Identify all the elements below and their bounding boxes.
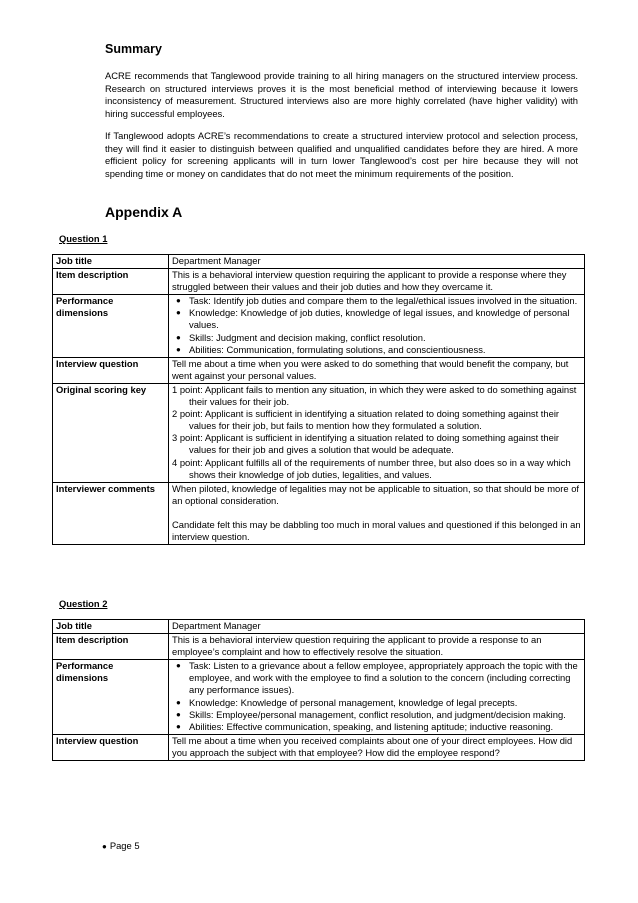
table-row <box>53 482 585 544</box>
bullet-icon: ● <box>176 661 181 671</box>
bullet-icon: ● <box>176 709 181 719</box>
row-key: Item description <box>53 634 169 660</box>
question-1-label: Question 1 <box>59 233 108 244</box>
comment-2: Candidate felt this may be dabbling too much in moral values and questioned if this belonged in an interview question. <box>172 518 581 542</box>
table-row <box>53 734 585 760</box>
list-item: ● Task: Listen to a grievance about a fellow employee, appropriately approach the topic with the employee, and work with the employee to find a solution to the concern (including correcting any performance issues). <box>176 660 578 696</box>
row-key: Interview question <box>53 357 169 383</box>
summary-paragraph-1: ACRE recommends that Tanglewood provide training to all hiring managers on the structured interview process. Research on structured interviews proves it is the most beneficial method of interviewing because it lowers inconsistency of measurement. Structured interviews also are more highly correlated (have higher validity) with hiring successful employees. <box>105 70 578 119</box>
row-key: Performance dimensions <box>53 295 169 357</box>
row-key: Item description <box>53 269 169 295</box>
performance-dimensions-value <box>169 660 585 735</box>
table-row <box>53 269 585 295</box>
row-key: Original scoring key <box>53 383 169 482</box>
scoring-key-value <box>169 383 585 482</box>
table-row <box>53 660 585 735</box>
bullet-icon: ● <box>102 842 107 851</box>
interview-question-value: Tell me about a time when you were asked to do something that would benefit the company, but went against your personal values. <box>169 357 585 383</box>
row-key: Job title <box>53 620 169 634</box>
appendix-heading: Appendix A <box>105 204 183 220</box>
page-footer <box>102 840 140 851</box>
list-item: ● Knowledge: Knowledge of personal management, knowledge of legal precepts. <box>176 696 518 708</box>
score-line: 3 point: Applicant is sufficient in identifying a situation related to doing something against their values for their job and gives a solution that would be adequate. <box>172 432 560 456</box>
table-row <box>53 620 585 634</box>
summary-paragraph-2: If Tanglewood adopts ACRE’s recommendations to create a structured interview protocol and selection process, they will find it easier to distinguish between qualified and unqualified candidates before they are hired. A more efficient policy for screening applicants will in turn lower Tanglewood’s cost per hire because they will not spending time or money on candidates that do not meet the minimum requirements of the position. <box>105 130 578 179</box>
list-item: ● Knowledge: Knowledge of job duties, knowledge of legal issues, and knowledge of personal values. <box>176 307 570 331</box>
list-item: ● Abilities: Effective communication, speaking, and listening aptitude; inductive reasoning. <box>176 720 554 732</box>
bullet-icon: ● <box>176 308 181 318</box>
row-key: Interviewer comments <box>53 482 169 544</box>
score-line: 2 point: Applicant is sufficient in identifying a situation related to doing something against their values for their job, but fails to mention how they formulated a solution. <box>172 408 560 432</box>
comment-1: When piloted, knowledge of legalities may not be applicable to situation, so that should be more of an optional consideration. <box>172 482 580 506</box>
table-row <box>53 255 585 269</box>
list-item: ● Skills: Judgment and decision making, conflict resolution. <box>176 331 426 343</box>
list-item: ● Abilities: Communication, formulating solutions, and conscientiousness. <box>176 343 486 355</box>
table-row <box>53 295 585 357</box>
job-title-value: Department Manager <box>169 255 585 269</box>
score-line: 4 point: Applicant fulfills all of the requirements of number three, but also does so in a way which shows their knowledge of job duties, legalities, and values. <box>172 456 571 480</box>
question-1-table <box>52 254 585 545</box>
row-key: Job title <box>53 255 169 269</box>
list-item: ● Skills: Employee/personal management, conflict resolution, and judgment/decision making. <box>176 708 566 720</box>
item-description-value: This is a behavioral interview question requiring the applicant to provide a response where they struggled between their values and their job duties and how they overcame it. <box>169 269 585 295</box>
row-key: Interview question <box>53 734 169 760</box>
interview-question-value: Tell me about a time when you received complaints about one of your direct employees. How did you approach the subject with that employee? How did the employee respond? <box>169 734 585 760</box>
bullet-icon: ● <box>176 697 181 707</box>
score-line: 1 point: Applicant fails to mention any situation, in which they were asked to do something against their values for their job. <box>172 383 577 408</box>
list-item: ● Task: Identify job duties and compare them to the legal/ethical issues involved in the situation. <box>176 295 578 307</box>
summary-heading: Summary <box>105 42 162 56</box>
row-key: Performance dimensions <box>53 660 169 735</box>
performance-dimensions-value <box>169 295 585 357</box>
question-2-table <box>52 619 585 761</box>
item-description-value: This is a behavioral interview question requiring the applicant to provide a response to an employee’s complaint and how to effectively resolve the situation. <box>169 634 585 660</box>
interviewer-comments-value <box>169 482 585 544</box>
bullet-icon: ● <box>176 296 181 306</box>
question-2-label: Question 2 <box>59 598 108 609</box>
bullet-icon: ● <box>176 721 181 731</box>
bullet-icon: ● <box>176 332 181 342</box>
bullet-icon: ● <box>176 344 181 354</box>
job-title-value: Department Manager <box>169 620 585 634</box>
page-number: Page 5 <box>109 840 140 851</box>
table-row <box>53 383 585 482</box>
table-row <box>53 357 585 383</box>
table-row <box>53 634 585 660</box>
